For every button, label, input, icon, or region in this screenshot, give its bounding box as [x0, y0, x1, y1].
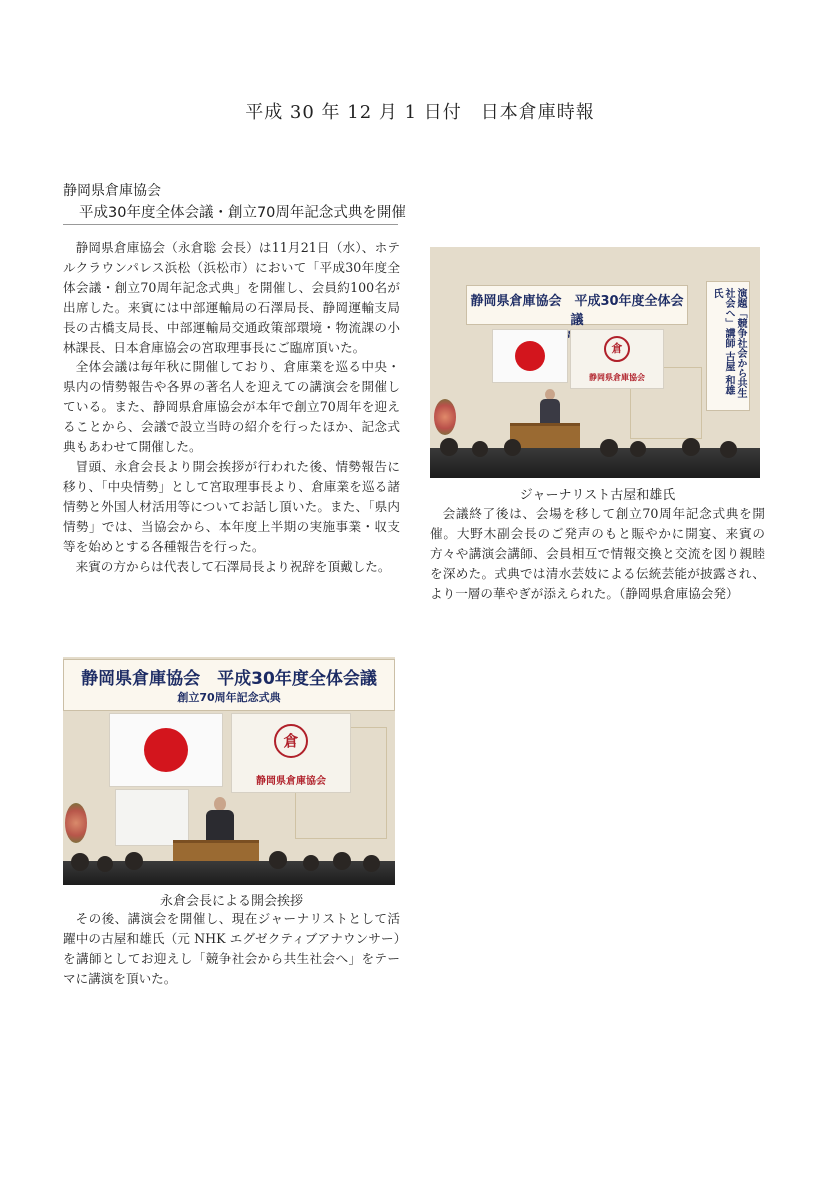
newspaper-header: 平成 30 年 12 月 1 日付 日本倉庫時報	[245, 102, 595, 123]
photo-caption-journalist: ジャーナリスト古屋和雄氏	[519, 488, 676, 503]
article-column-2	[63, 909, 400, 989]
association-flag-label: 静岡県倉庫協会	[256, 776, 326, 787]
association-flag-label: 静岡県倉庫協会	[589, 373, 645, 382]
speaker-figure	[203, 797, 237, 842]
emblem-icon: 倉	[604, 336, 630, 362]
paragraph: 静岡県倉庫協会（永倉聡 会長）は11月21日（水）、ホテルクラウンパレス浜松（浜松市）において「平成30年度全体会議・創立70周年記念式典」を開催し、会員約100名が出席した。来賓には中部運輸局の石澤局長、静岡運輸支局長の古橋支局長、中部運輸局交通政策部環境・物流課の小林課長、日本倉庫協会の宮取理事長にご臨席頂いた。	[63, 240, 400, 355]
banner-line-1: 静岡県倉庫協会 平成30年度全体会議	[470, 294, 684, 328]
photo-banner	[63, 659, 395, 711]
article-column-1	[63, 238, 400, 576]
whiteboard	[115, 789, 189, 846]
japan-flag	[109, 713, 223, 787]
flag-sun	[144, 728, 188, 772]
photo-caption-opening-address: 永倉会長による開会挨拶	[159, 894, 303, 909]
audience	[430, 448, 760, 478]
speaker-figure	[538, 389, 562, 423]
flower-arrangement	[434, 399, 456, 435]
paragraph: その後、講演会を開催し、現在ジャーナリストとして活躍中の古屋和雄氏（元 NHK エグゼクティブアナウンサー）を講師としてお迎えし「競争社会から共生社会へ」をテーマに講演を頂いた。	[63, 911, 400, 986]
association-flag	[570, 329, 664, 389]
paragraph: 冒頭、永倉会長より開会挨拶が行われた後、情勢報告に移り、「中央情勢」として宮取理事長より、倉庫業を巡る諸情勢と外国人材活用等についてお話し頂いた。また、「県内情勢」では、当協会から、本年度上半期の実施事業・収支等を始めとする各種報告を行った。	[63, 458, 400, 554]
photo-journalist-lecture	[430, 247, 760, 478]
lecture-title-sign: 演題「競争社会から共生社会へ」講師 古屋 和雄 氏	[706, 281, 750, 411]
article-headline: 平成30年度全体会議・創立70周年記念式典を開催	[79, 205, 406, 221]
flower-arrangement	[65, 803, 87, 843]
banner-line-2: 創立70周年記念式典	[177, 691, 281, 704]
association-flag	[231, 713, 351, 793]
headline-rule	[63, 224, 398, 225]
paragraph: 来賓の方からは代表して石澤局長より祝辞を頂戴した。	[75, 558, 391, 574]
photo-banner	[466, 285, 688, 328]
article-org-name: 静岡県倉庫協会	[63, 183, 161, 199]
banner-line-1: 静岡県倉庫協会 平成30年度全体会議	[81, 669, 377, 689]
photo-opening-address	[63, 657, 395, 885]
paragraph: 会議終了後は、会場を移して創立70周年記念式典を開催。大野木副会長のご発声のもと賑やかに開宴、来賓の方々や講演会講師、会員相互で情報交換と交流を図り親睦を深めた。式典では清水芸妓による伝統芸能が披露され、より一層の華やぎが添えられた。（静岡県倉庫協会発）	[430, 506, 765, 601]
emblem-icon: 倉	[274, 724, 308, 758]
article-column-3	[430, 504, 765, 604]
paragraph: 全体会議は毎年秋に開催しており、倉庫業を巡る中央・県内の情勢報告や各界の著名人を迎えての講演会を開催している。また、静岡県倉庫協会が本年で創立70周年を迎えることから、会議で設立当時の紹介を行ったほか、記念式典もあわせて開催した。	[63, 359, 400, 455]
flag-sun	[515, 341, 545, 371]
audience	[63, 861, 395, 885]
japan-flag	[492, 329, 568, 383]
